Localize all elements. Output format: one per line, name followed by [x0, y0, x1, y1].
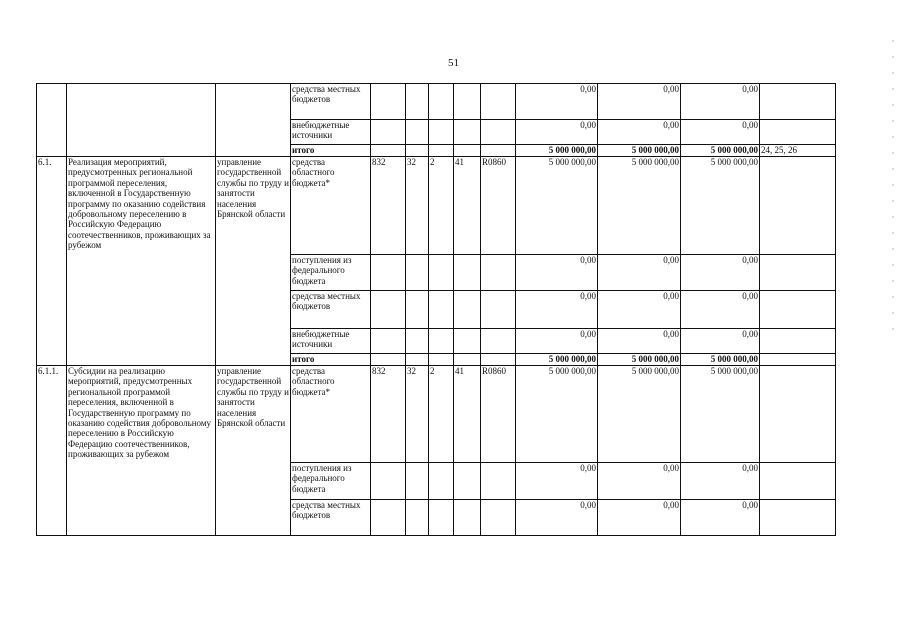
amount-cell: 0,00: [681, 255, 760, 291]
table-row: [37, 366, 836, 463]
funding-source-cell: внебюджетные источники: [291, 120, 371, 145]
code-cell: 32: [406, 157, 429, 255]
amount-cell: 5 000 000,00: [598, 145, 681, 157]
amount-cell: 0,00: [681, 291, 760, 329]
amount-cell: 5 000 000,00: [598, 366, 681, 463]
funding-source-cell: средства областного бюджета*: [291, 157, 371, 255]
amount-cell: 0,00: [516, 329, 598, 354]
funding-source-cell: итого: [291, 354, 371, 366]
code-cell: 2: [429, 366, 454, 463]
item-number: 6.1.1.: [37, 366, 67, 536]
amount-cell: 0,00: [598, 463, 681, 500]
amount-cell: 0,00: [598, 500, 681, 536]
code-cell: 41: [454, 157, 481, 255]
amount-cell: 5 000 000,00: [516, 145, 598, 157]
funding-source-cell: средства местных бюджетов: [291, 84, 371, 120]
amount-cell: 5 000 000,00: [681, 145, 760, 157]
code-cell: 832: [371, 366, 406, 463]
amount-cell: 5 000 000,00: [681, 157, 760, 255]
funding-source-cell: поступления из федерального бюджета: [291, 255, 371, 291]
amount-cell: 0,00: [516, 463, 598, 500]
note-cell: 24, 25, 26: [760, 145, 836, 157]
amount-cell: 0,00: [681, 84, 760, 120]
scan-margin-marks: [891, 40, 895, 340]
funding-source-cell: внебюджетные источники: [291, 329, 371, 354]
amount-cell: 5 000 000,00: [598, 157, 681, 255]
page-number: 51: [448, 57, 459, 69]
amount-cell: 5 000 000,00: [516, 354, 598, 366]
code-cell: 2: [429, 157, 454, 255]
amount-cell: 0,00: [516, 84, 598, 120]
amount-cell: 0,00: [516, 500, 598, 536]
amount-cell: 0,00: [681, 463, 760, 500]
funding-source-cell: средства местных бюджетов: [291, 500, 371, 536]
amount-cell: 0,00: [598, 120, 681, 145]
funding-source-cell: итого: [291, 145, 371, 157]
amount-cell: 5 000 000,00: [681, 366, 760, 463]
funding-source-cell: поступления из федерального бюджета: [291, 463, 371, 500]
amount-cell: 5 000 000,00: [516, 157, 598, 255]
amount-cell: 0,00: [681, 120, 760, 145]
amount-cell: 0,00: [681, 500, 760, 536]
code-cell: R0860: [481, 157, 516, 255]
table-row: [37, 157, 836, 255]
amount-cell: 0,00: [598, 329, 681, 354]
amount-cell: 0,00: [516, 291, 598, 329]
item-executor: управление государственной службы по труду и занятости населения Брянской области: [216, 157, 291, 366]
amount-cell: 5 000 000,00: [598, 354, 681, 366]
amount-cell: 0,00: [598, 291, 681, 329]
code-cell: R0860: [481, 366, 516, 463]
item-number: 6.1.: [37, 157, 67, 366]
item-executor: управление государственной службы по труду и занятости населения Брянской области: [216, 366, 291, 536]
funding-source-cell: средства областного бюджета*: [291, 366, 371, 463]
amount-cell: 0,00: [598, 255, 681, 291]
budget-table: [36, 83, 836, 536]
amount-cell: 0,00: [598, 84, 681, 120]
funding-source-cell: средства местных бюджетов: [291, 291, 371, 329]
amount-cell: 0,00: [681, 329, 760, 354]
amount-cell: 5 000 000,00: [681, 354, 760, 366]
amount-cell: 0,00: [516, 255, 598, 291]
item-name: Субсидии на реализацию мероприятий, предусмотренных региональной программой переселения, включенной в Государственную программу по оказанию содействия добровольному переселению в Российскую Федерацию соотечественников, проживающих за рубежом: [67, 366, 216, 536]
amount-cell: 0,00: [516, 120, 598, 145]
code-cell: 32: [406, 366, 429, 463]
code-cell: 832: [371, 157, 406, 255]
amount-cell: 5 000 000,00: [516, 366, 598, 463]
item-name: Реализация мероприятий, предусмотренных региональной программой переселения, включенной в Государственную программу по оказанию содействия добровольному переселению в Российскую Федерацию соотечественников, проживающих за рубежом: [67, 157, 216, 366]
table-row: [37, 84, 836, 120]
code-cell: 41: [454, 366, 481, 463]
